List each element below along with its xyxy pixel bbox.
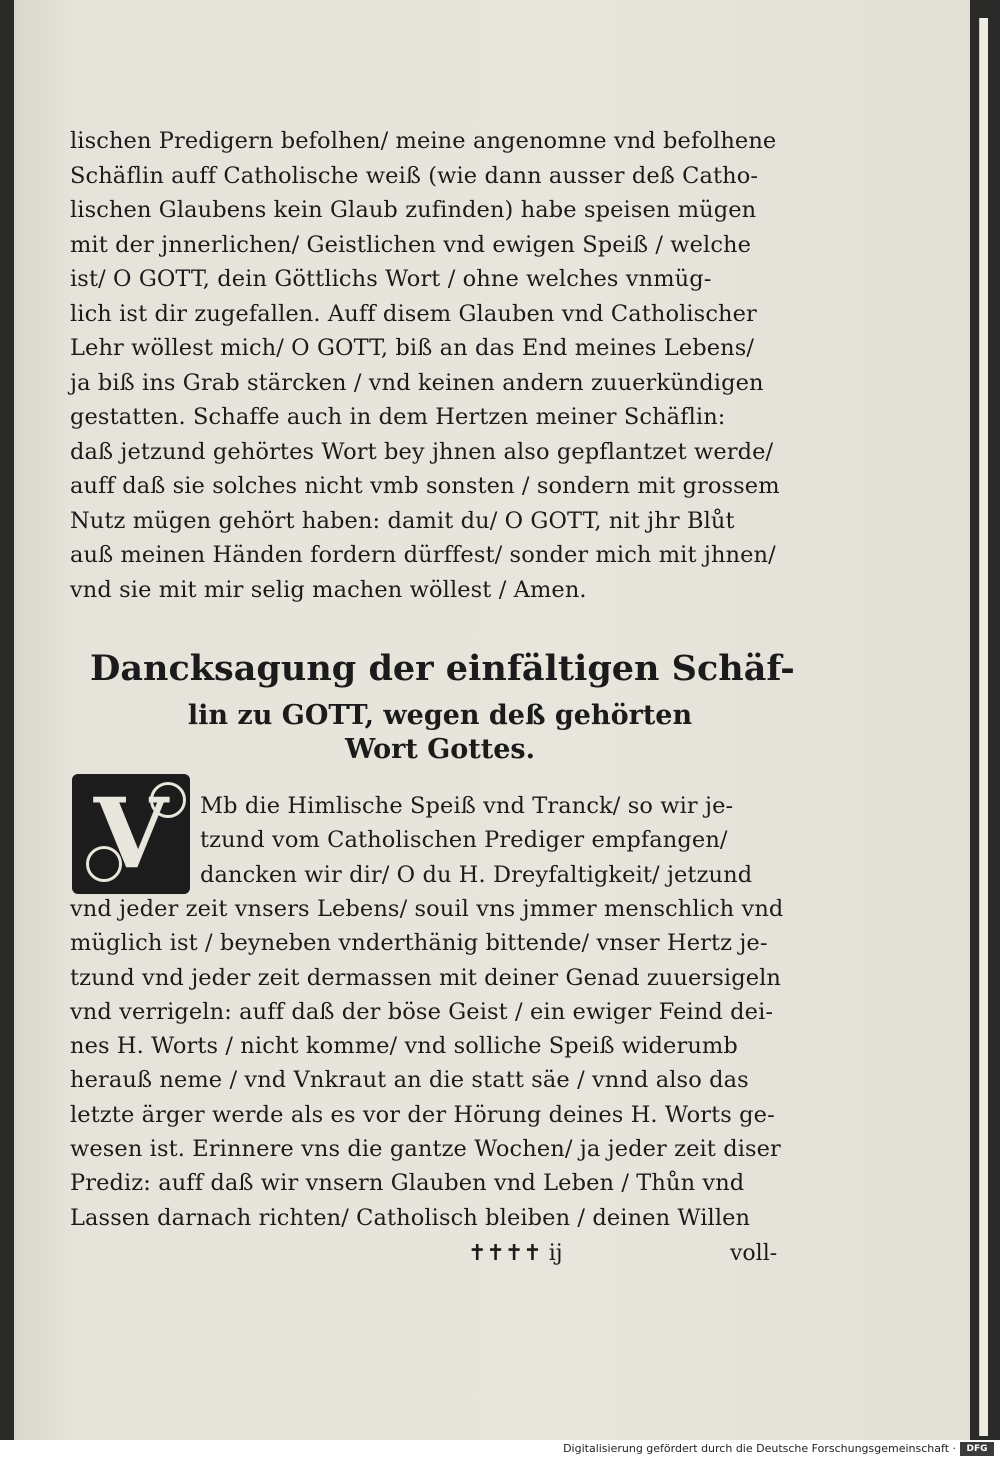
text-line: tzund vom Catholischen Prediger empfangen/ xyxy=(200,827,728,854)
text-line: letzte ärger werde als es vor der Hörung deines H. Worts ge- xyxy=(70,1101,775,1128)
footer-bar xyxy=(0,1440,1000,1459)
signature-mark: ✝✝✝✝ ij xyxy=(468,1241,563,1266)
heading-line-1: Dancksagung der einfältigen Schäf- xyxy=(90,648,795,689)
dfg-logo: DFG xyxy=(960,1442,994,1456)
decorated-initial xyxy=(72,774,190,894)
heading-line-3: Wort Gottes. xyxy=(344,734,535,765)
text-line: dancken wir dir/ O du H. Dreyfaltigkeit/ jetzund xyxy=(200,861,753,888)
text-line: tzund vnd jeder zeit dermassen mit deiner Genad zuuersigeln xyxy=(70,964,782,991)
text-line: nes H. Worts / nicht komme/ vnd solliche Speiß widerumb xyxy=(70,1033,738,1060)
initial-letter: V xyxy=(93,777,169,890)
text-line: Prediz: auff daß wir vnsern Glauben vnd Leben / Thůn vnd xyxy=(70,1170,745,1197)
catchword: voll- xyxy=(730,1241,778,1266)
text-line: auß meinen Händen fordern dürffest/ sonder mich mit jhnen/ xyxy=(70,542,776,568)
text-line: Nutz mügen gehört haben: damit du/ O GOTT, nit jhr Blůt xyxy=(70,507,735,534)
page-edge xyxy=(979,18,988,1436)
text-line: vnd verrigeln: auff daß der böse Geist / ein ewiger Feind dei- xyxy=(70,998,774,1025)
text-line: müglich ist / beyneben vnderthänig bittende/ vnser Hertz je- xyxy=(70,930,768,957)
text-line: lischen Predigern befolhen/ meine angenomne vnd befolhene xyxy=(70,128,777,154)
text-line: mit der jnnerlichen/ Geistlichen vnd ewigen Speiß / welche xyxy=(70,231,752,258)
heading-line-2: lin zu GOTT, wegen deß gehörten xyxy=(187,700,693,731)
text-line: gestatten. Schaffe auch in dem Hertzen meiner Schäflin: xyxy=(70,404,726,430)
text-line: ja biß ins Grab stärcken / vnd keinen andern zuuerkündigen xyxy=(70,369,764,396)
text-line: Schäflin auff Catholische weiß (wie dann ausser deß Catho- xyxy=(70,162,759,189)
funding-notice: Digitalisierung gefördert durch die Deutsche Forschungsgemeinschaft · xyxy=(563,1442,956,1455)
text-line: Mb die Himlische Speiß vnd Tranck/ so wir je- xyxy=(200,793,734,819)
text-line: daß jetzund gehörtes Wort bey jhnen also gepflantzet werde/ xyxy=(70,438,774,465)
text-line: vnd sie mit mir selig machen wöllest / Amen. xyxy=(70,576,587,603)
text-line: wesen ist. Erinnere vns die gantze Wochen/ ja jeder zeit diser xyxy=(70,1136,781,1162)
text-line: Lehr wöllest mich/ O GOTT, biß an das End meines Lebens/ xyxy=(70,335,755,361)
text-line: herauß neme / vnd Vnkraut an die statt säe / vnnd also das xyxy=(70,1067,749,1094)
text-line: lich ist dir zugefallen. Auff disem Glauben vnd Catholischer xyxy=(70,300,757,327)
text-line: lischen Glaubens kein Glaub zufinden) habe speisen mügen xyxy=(70,197,757,223)
text-line: Lassen darnach richten/ Catholisch bleiben / deinen Willen xyxy=(70,1204,751,1231)
text-line: auff daß sie solches nicht vmb sonsten / sondern mit grossem xyxy=(70,473,780,499)
text-line: vnd jeder zeit vnsers Lebens/ souil vns jmmer menschlich vnd xyxy=(70,895,784,922)
text-line: ist/ O GOTT, dein Göttlichs Wort / ohne welches vnmüg- xyxy=(70,266,712,292)
